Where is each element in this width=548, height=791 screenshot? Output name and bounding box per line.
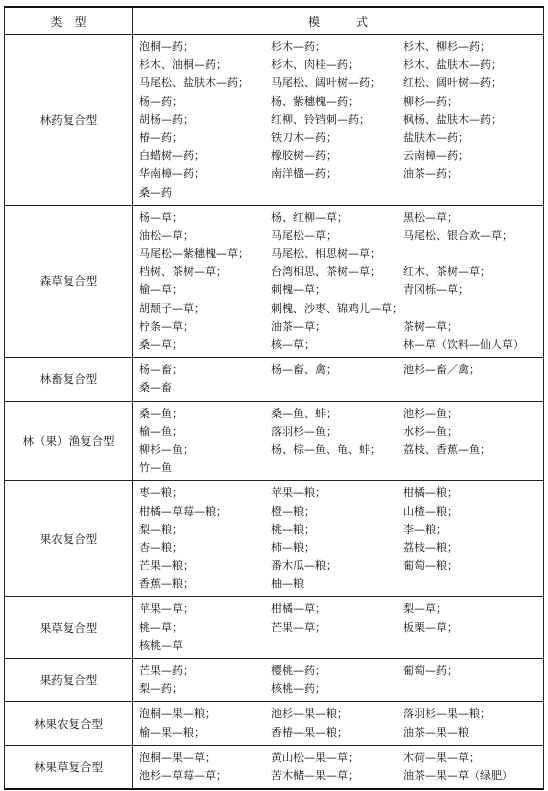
mode-entry: 杉木、盐肤木—药； [403,58,502,72]
mode-entry: 杨、红柳—草； [271,210,348,224]
mode-entry: 油茶—果—粮 [403,725,469,739]
mode-entry [403,245,539,263]
mode-entry: 杉木—药； [271,40,326,53]
mode-entry: 落羽杉—鱼； [271,424,337,438]
mode-cell [133,481,544,597]
mode-entry: 油茶—草； [271,319,326,333]
mode-entry: 桃—粮； [271,522,315,536]
mode-entry: 盐肤木—药； [403,130,469,144]
mode-entry: 李—粮； [403,522,447,536]
mode-entry: 番木瓜—粮； [271,559,337,573]
mode-entry: 枫杨、盐肤木—药； [403,112,502,126]
type-label: 林药复合型 [5,35,133,206]
mode-entry: 荔枝、香蕉—鱼； [403,442,491,456]
mode-entry: 杨、棕—鱼、龟、蚌； [271,442,381,456]
mode-entry: 杨、紫穗槐—药； [271,94,359,108]
mode-cell [133,358,544,401]
mode-entry: 芒果—草； [271,620,326,634]
mode-entry: 樱桃—药； [271,664,326,677]
type-label: 果草复合型 [5,597,133,659]
mode-entry: 香椿—果—粮； [271,725,348,739]
mode-entry: 马尾松—草； [271,228,337,242]
mode-entry: 泡桐—药； [139,40,194,53]
mode-entry: 红松、阔叶树—药； [403,76,502,90]
mode-list [139,749,539,785]
mode-entry: 池杉—畜／禽； [403,363,480,377]
mode-entry: 黄山松—果—草； [271,750,359,764]
mode-entry: 桑—药 [139,185,172,199]
mode-cell [133,35,544,206]
mode-entry: 油茶—药； [403,167,458,181]
mode-entry: 柿—粮； [271,540,315,554]
mode-entry: 柑橘—草； [271,602,326,616]
mode-entry: 华南樟—药； [139,167,205,181]
table-row [5,702,544,745]
mode-entry: 苹果—草； [139,602,194,616]
mode-entry: 杉木、肉桂—药； [271,58,359,72]
mode-entry: 椿—药； [139,130,183,144]
mode-list [139,38,539,202]
table-header-row [5,7,544,35]
mode-entry: 刺槐—草； [271,283,326,297]
mode-entry: 核—草； [271,338,315,351]
mode-entry: 板栗—草； [403,620,458,634]
table-row [5,358,544,401]
mode-entry: 杨—畜； [139,363,183,377]
mode-entry: 榆—果—粮； [139,725,205,739]
mode-entry: 苹果—粮； [271,486,326,500]
mode-list [139,705,539,741]
mode-entry: 竹—鱼 [139,461,172,475]
mode-entry: 柳杉—鱼； [139,442,194,456]
mode-entry: 茶树—草； [403,319,458,333]
table-row [5,481,544,597]
mode-entry: 梨—草； [403,602,447,616]
mode-entry: 橡胶树—药； [271,149,337,163]
mode-entry: 马尾松、盐肤木—药； [139,76,249,90]
mode-entry: 南洋楹—药； [271,167,337,181]
type-label: 果农复合型 [5,481,133,597]
mode-entry: 云南樟—药； [403,149,469,163]
mode-entry: 刺槐、沙枣、锦鸡儿—草； [271,301,403,315]
mode-entry: 胡颓子—草； [139,301,205,315]
mode-entry: 山楂—粮； [403,504,458,518]
mode-entry: 核桃—草 [139,638,183,652]
mode-entry: 铁刀木—药； [271,130,337,144]
header-mode: 模 式 [133,7,544,35]
type-label: 林果草复合型 [5,745,133,789]
mode-entry: 杨—草； [139,210,183,224]
mode-entry: 马尾松、银合欢—草； [403,228,513,242]
mode-cell [133,659,544,702]
mode-entry: 泡桐—果—草； [139,750,216,764]
mode-entry: 葡萄—药； [403,664,458,677]
mode-entry: 池杉—鱼； [403,406,458,420]
mode-entry: 芒果—粮； [139,559,194,573]
mode-cell [133,401,544,481]
table-row [5,401,544,481]
type-label: 森草复合型 [5,205,133,358]
mode-entry: 荔枝—粮； [403,540,458,554]
mode-entry: 桑—草； [139,338,183,351]
mode-entry: 葡萄—粮； [403,559,458,573]
table-row [5,659,544,702]
table-row [5,35,544,206]
table-row [5,745,544,789]
mode-entry: 落羽杉—果—粮； [403,707,491,721]
mode-entry: 香蕉—粮； [139,577,194,591]
mode-list [139,484,539,593]
mode-entry: 杏—粮； [139,540,183,554]
mode-entry: 杨—畜、禽； [271,363,337,377]
mode-list [139,405,539,478]
mode-entry [403,575,539,593]
mode-entry: 桑—鱼； [139,406,183,420]
table-row [5,205,544,358]
mode-entry: 苦木槠—果—草； [271,768,359,782]
mode-entry: 油茶—果—草（绿肥） [403,768,513,782]
mode-entry [403,300,539,318]
mode-entry: 杉木、油桐—药； [139,58,227,72]
mode-cell [133,745,544,789]
mode-entry: 橙—粮； [271,504,315,518]
mode-entry: 马尾松、阔叶树—药； [271,76,381,90]
header-type: 类 型 [5,7,133,35]
mode-entry: 档树、茶树—草； [139,265,227,279]
mode-cell [133,702,544,745]
mode-entry: 白蜡树—药； [139,149,205,163]
mode-entry: 杉木、柳杉—药； [403,40,491,53]
mode-entry: 桑—鱼、蚌； [271,406,337,420]
mode-entry: 红木、茶树—草； [403,265,491,279]
mode-entry: 油松—草； [139,228,194,242]
type-label: 林畜复合型 [5,358,133,401]
mode-entry: 池杉—草莓—草； [139,768,227,782]
mode-entry: 木荷—果—草； [403,750,480,764]
mode-entry: 枣—粮； [139,486,183,500]
mode-entry: 水杉—鱼； [403,424,458,438]
mode-entry: 林—草（饮料—仙人草） [403,338,524,351]
mode-list [139,662,539,698]
mode-entry: 榆—鱼； [139,424,183,438]
mode-entry: 柑橘—粮； [403,486,458,500]
mode-entry: 红柳、铃铛刺—药； [271,112,370,126]
mode-entry: 梨—粮； [139,522,183,536]
mode-entry: 桃—草； [139,620,183,634]
mode-list [139,209,539,355]
mode-entry: 核桃—药； [271,682,326,696]
mode-entry: 台湾相思、茶树—草； [271,265,381,279]
mode-entry: 青冈栎—草； [403,283,469,297]
mode-entry: 胡杨—药； [139,112,194,126]
mode-list [139,600,539,655]
mode-entry: 柳杉—药； [403,94,458,108]
mode-entry: 柠条—草； [139,319,194,333]
mode-list [139,361,539,397]
table-row [5,597,544,659]
mode-cell [133,205,544,358]
mode-entry: 柑橘—草莓—粮； [139,504,227,518]
type-label: 林果农复合型 [5,702,133,745]
type-label: 林（果）渔复合型 [5,401,133,481]
mode-entry: 池杉—果—粮； [271,707,348,721]
mode-cell [133,597,544,659]
mode-entry: 榆—草； [139,283,183,297]
mode-entry: 泡桐—果—粮； [139,707,216,721]
mode-entry: 马尾松、相思树—草； [271,247,381,261]
type-label: 果药复合型 [5,659,133,702]
pattern-table [4,6,544,790]
mode-entry: 黑松—草； [403,210,458,224]
mode-entry: 梨—药； [139,682,183,696]
mode-entry: 桑—畜 [139,381,172,395]
mode-entry: 杨—药； [139,94,183,108]
mode-entry: 柚—粮 [271,577,304,591]
mode-entry: 芒果—药； [139,664,194,677]
mode-entry: 马尾松—紫穗槐—草； [139,247,249,261]
